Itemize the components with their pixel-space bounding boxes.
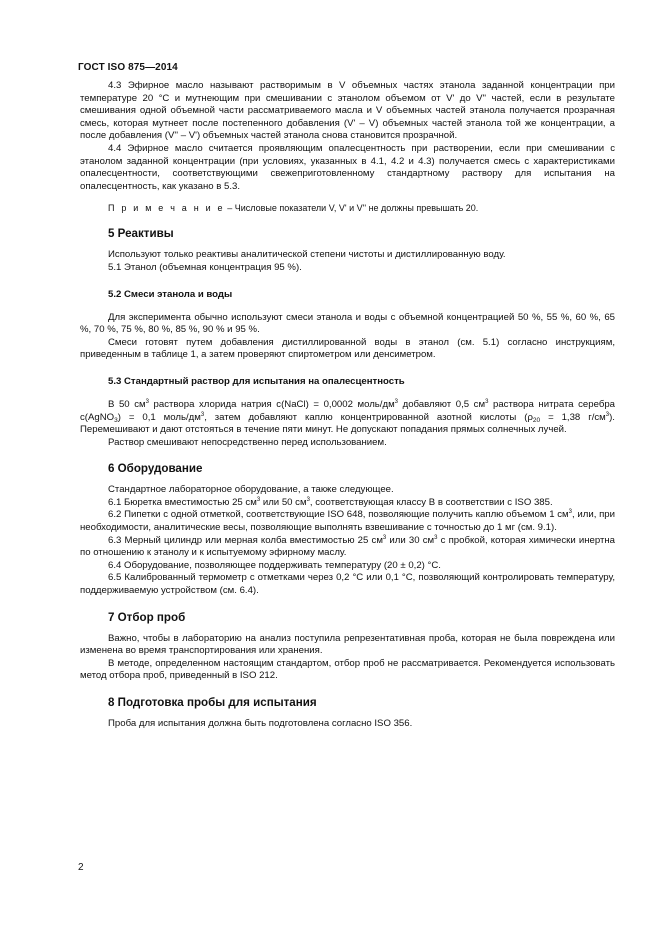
paragraph-7-b: В методе, определенном настоящим стандартом, отбор проб не рассматривается. Рекомендуется использовать метод отбора проб, приведенный в ISO 212. (80, 657, 615, 682)
paragraph-8: Проба для испытания должна быть подготовлена согласно ISO 356. (108, 718, 413, 729)
paragraph-6-2: 6.2 Пипетки с одной отметкой, соответствующие ISO 648, позволяющие получить каплю объемом 1 $см^3$, или, при необходимости, аналитические весы, позволяющие выполнять взвешивание с точностью до 1 мг (см. 9.1). (80, 509, 615, 534)
page-number: 2 (78, 862, 84, 873)
paragraph-5-1: 5.1 Этанол (объемная концентрация 95 %). (108, 261, 302, 273)
section-6-intro: Стандартное лабораторное оборудование, а также следующее. (108, 484, 394, 496)
section-8-title: 8 Подготовка пробы для испытания (108, 696, 317, 709)
section-5-2-title: 5.2 Смеси этанола и воды (108, 288, 233, 300)
section-5-intro: Используют только реактивы аналитической степени чистоты и дистиллированную воду. (108, 249, 506, 261)
paragraph-7-a: Важно, чтобы в лабораторию на анализ поступила репрезентативная проба, которая не была повреждена или изменена во время транспортирования или хранения. (80, 632, 615, 657)
section-7-title: 7 Отбор проб (108, 610, 186, 624)
document-header: ГОСТ ISO 875—2014 (78, 62, 178, 73)
section-5-3-title: 5.3 Стандартный раствор для испытания на опалесцентность (108, 375, 405, 387)
paragraph-5-3-b: Раствор смешивают непосредственно перед использованием. (108, 436, 387, 448)
paragraph-4-4: 4.4 Эфирное масло считается проявляющим опалесцентность при растворении, если при смешивании с этанолом заданной концентрации (при условиях, указанных в 4.1, 4.2 и 4.3) получается смесь с характеристиками опалесцентности, соответствующими свежеприготовленному стандартному раствору для испытания на опалесцентность, как указано в 5.3. (80, 142, 615, 192)
paragraph-6-1: 6.1 Бюретка вместимостью 25 $см^3$ или 50 $см^3$, соответствующая классу В в соответствии с ISO 385. (108, 496, 553, 508)
page-content (80, 80, 615, 731)
paragraph-6-4: 6.4 Оборудование, позволяющее поддерживать температуру (20 ± 0,2) °С. (108, 559, 441, 571)
paragraph-4-3: 4.3 Эфирное масло называют растворимым в V объемных частях этанола заданной концентрации при температуре 20 °С и мутнеющим при смешивании с этанолом объемом от V' до V'' частей, если в результате смешивания одной объемной части рассматриваемого масла и V объемных частей этанола получается прозрачная смесь, которая мутнеет после постепенного добавления (V' – V) объемных частей этанола той же концентрации, а после добавления (V'' – V') объемных частей этанола снова становится прозрачной. (80, 80, 615, 142)
section-6-title: 6 Оборудование (108, 462, 203, 476)
note (80, 202, 615, 214)
note-label: П р и м е ч а н и е (108, 203, 225, 214)
paragraph-5-3: В 50 $см^3$ раствора хлорида натрия c(NaCl) = 0,0002 моль/$дм^3$ добавляют 0,5 $см^3$ раствора нитрата серебра c(AgNO$_3$) = 0,1 моль/$дм^3$, затем добавляют каплю концентрированной азотной кислоты ($\rho_{20} = 1,38$ $г/см^3$). Перемешивают и дают отстояться в течение пяти минут. Не допускают попадания прямых солнечных лучей. (80, 398, 616, 436)
note-text: – Числовые показатели V, V' и V'' не должны превышать 20. (224, 203, 479, 214)
section-5-title: 5 Реактивы (108, 227, 174, 241)
paragraph-6-5: 6.5 Калиброванный термометр с отметками через 0,2 °С или 0,1 °С, позволяющий контролировать температуру, поддерживаемую устройством (см. 6.4). (80, 572, 615, 597)
paragraph-5-2-a: Для эксперимента обычно используют смеси этанола и воды с объемной концентрацией 50 %, 55 %, 60 %, 65 %, 70 %, 75 %, 80 %, 85 %, 90 % и 95 %. (80, 311, 615, 336)
paragraph-5-2-b: Смеси готовят путем добавления дистиллированной воды в этанол (см. 5.1) согласно инструкциям, приведенным в таблице 1, а затем проверяют спиртометром или денсиметром. (80, 336, 615, 361)
paragraph-6-3: 6.3 Мерный цилиндр или мерная колба вместимостью 25 $см^3$ или 30 $см^3$ с пробкой, которая химически инертна по отношению к этанолу и к испытуемому эфирному маслу. (80, 534, 615, 559)
